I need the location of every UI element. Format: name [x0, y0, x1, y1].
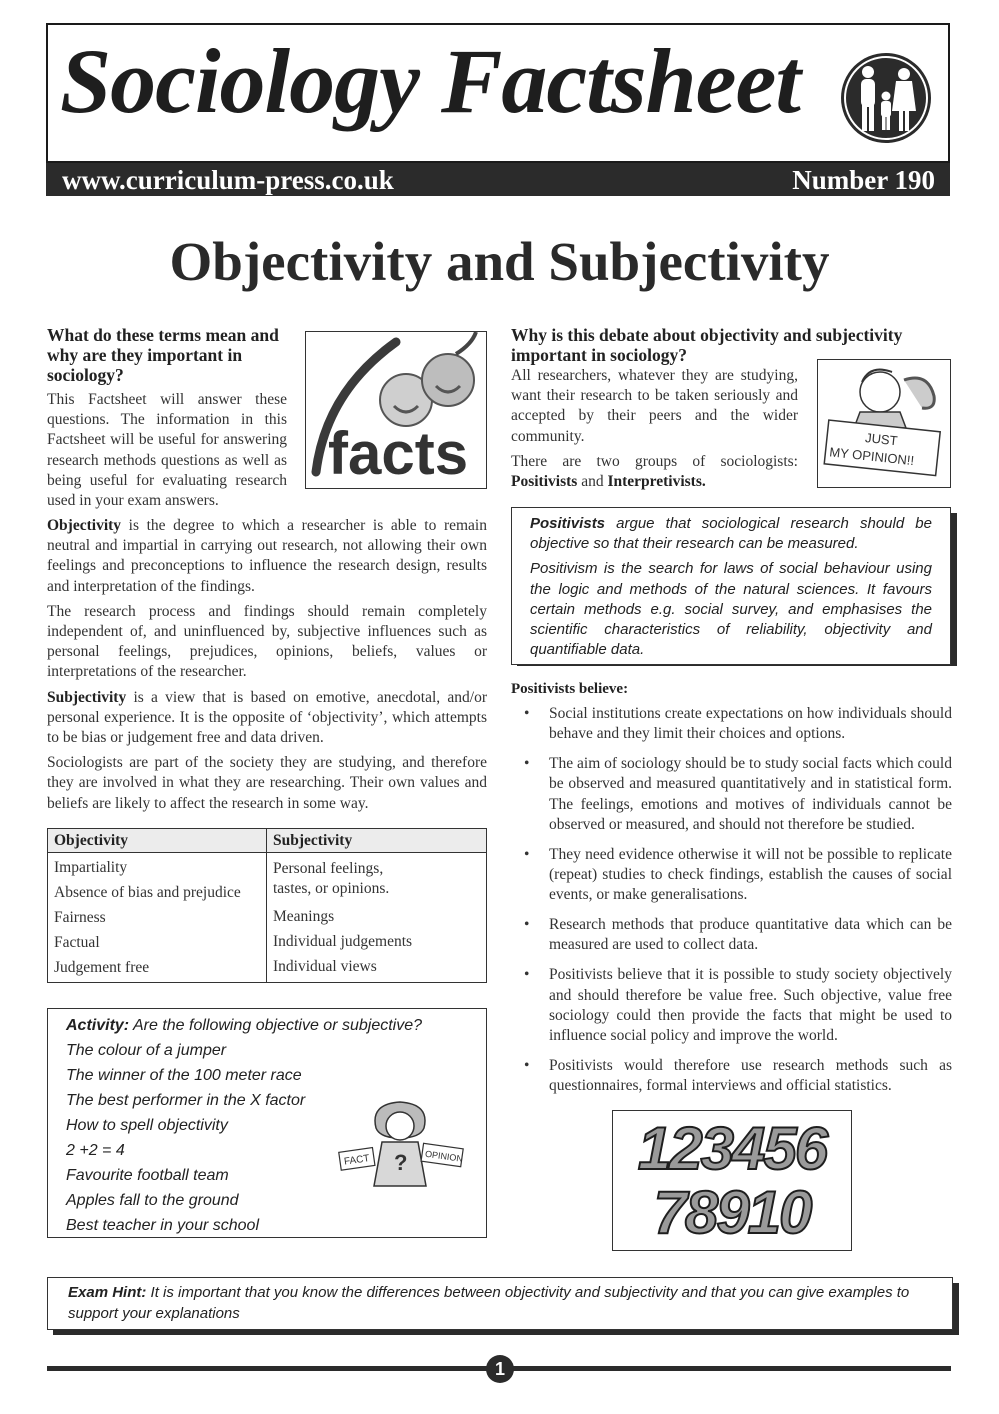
objectivity-section — [47, 516, 487, 814]
table-item: Impartiality — [54, 859, 128, 876]
table-body-row — [48, 853, 487, 983]
numbers-row-1: 123456 — [637, 1115, 827, 1182]
numbers-image — [612, 1110, 852, 1251]
table-item: Individual judgements — [273, 933, 413, 950]
table-subjectivity-cell — [267, 853, 487, 983]
activity-item: The best performer in the X factor — [66, 1092, 306, 1109]
debate-text: All researchers, whatever they are studying, want their research to be taken seriously and accepted by their peers and the wider community. — [511, 367, 798, 445]
intro-text: This Factsheet will answer these questions. The information in this Factsheet will be useful for answering research methods questions as well as being useful for evaluating research used in your exam answers. — [47, 391, 287, 510]
table-item: Personal feelings, — [273, 860, 384, 877]
activity-question: Activity: Are the following objective or subjective? — [66, 1017, 423, 1034]
table-header-objectivity: Objectivity — [48, 829, 267, 853]
activity-item: 2 +2 = 4 — [66, 1142, 125, 1159]
debate-section — [511, 366, 798, 492]
exam-hint-box — [47, 1277, 953, 1330]
opinion-sign-text: OPINION — [424, 1148, 464, 1164]
positivists-box — [511, 507, 951, 665]
list-item: • Positivists believe that it is possible to study society objectively and should therefore be value free. Such objective, value free sociology could then provide the facts that might be used to influence social policy and improve the world. — [524, 966, 952, 1045]
objectivity-term: Objectivity — [47, 517, 122, 534]
comparison-table — [47, 828, 487, 983]
sign-line-1: JUST — [864, 430, 899, 449]
table-item: Fairness — [54, 909, 106, 926]
exam-hint-label: Exam Hint: — [68, 1284, 147, 1301]
opinion-image — [817, 359, 951, 488]
activity-item: Favourite football team — [66, 1167, 229, 1184]
debate-heading: Why is this debate about objectivity and subjectivity important in sociology? — [511, 325, 903, 365]
list-item: • They need evidence otherwise it will not be possible to replicate (repeat) studies to check findings, establish the causes of social events, or make generalisations. — [524, 845, 952, 904]
svg-text:?: ? — [394, 1150, 408, 1175]
page-title: Objectivity and Subjectivity — [169, 231, 830, 292]
table-item: Factual — [54, 934, 100, 951]
beliefs-section — [511, 679, 952, 1106]
intro-heading: What do these terms mean and why are they important in sociology? — [47, 325, 279, 385]
intro-section — [47, 325, 287, 511]
activity-item: Apples fall to the ground — [66, 1192, 239, 1209]
page-number: 1 — [486, 1355, 514, 1383]
positivists-argument: Positivists argue that sociological research should be objective so that their research can be measured. — [530, 515, 932, 553]
objectivity-process: The research process and findings should remain completely independent of, and uninfluenced by, subjective influences such as personal feelings, prejudices, opinions, beliefs, values or interpretations of the researcher. — [47, 602, 487, 681]
table-item: Meanings — [273, 908, 335, 925]
activity-item: Best teacher in your school — [66, 1217, 259, 1234]
debate-groups: There are two groups of sociologists: Positivists and Interpretivists. — [511, 452, 798, 491]
website-url: www.curriculum-press.co.uk — [62, 165, 394, 195]
fact-sign-text: FACT — [343, 1153, 371, 1168]
sign-line-2: MY OPINION!! — [828, 444, 915, 469]
just-my-opinion-illustration — [818, 360, 949, 486]
subjectivity-term: Subjectivity — [47, 688, 127, 706]
positivism-definition: Positivism is the search for laws of social behaviour using the logic and methods of the natural sciences. It favours certain methods e.g. social survey, and emphasises the scientific characteristics of reliability, objectivity and quantifiable data. — [530, 560, 932, 659]
list-item: • The aim of sociology should be to study social facts which could be observed and measured quantitatively and in statistical form. The feelings, emotions and motives of individuals cannot be observed or measured, and should not therefore be studied. — [524, 755, 952, 833]
subjectivity-definition: Subjectivity is a view that is based on emotive, anecdotal, and/or personal experience. It is the opposite of ‘objectivity’, which attempts to be bias or judgement free and data driven. — [47, 688, 487, 747]
activity-item: The winner of the 100 meter race — [66, 1067, 302, 1084]
list-item: • Positivists would therefore use research methods such as questionnaires, formal interviews and official statistics. — [524, 1057, 952, 1095]
numbers-row-2: 78910 — [653, 1179, 811, 1246]
beliefs-list — [511, 704, 952, 1096]
list-item: • Social institutions create expectations on how individuals should behave and they limit their choices and options. — [524, 705, 952, 743]
subjectivity-society: Sociologists are part of the society they are studying, and therefore they are involved in what they are researching. Their own values and beliefs are likely to affect the research in some way. — [47, 754, 487, 812]
table-item: tastes, or opinions. — [273, 880, 390, 897]
table-item: Absence of bias and prejudice — [54, 884, 241, 901]
table-item: Judgement free — [54, 959, 150, 976]
objectivity-definition: Objectivity is the degree to which a researcher is able to remain neutral and impartial in carrying out research, not allowing their own feelings and preconceptions to influence the research design, results and interpretation of the findings. — [47, 517, 487, 595]
masthead-brand: Sociology Factsheet — [60, 30, 800, 132]
facts-illustration — [306, 332, 485, 487]
list-item: • Research methods that produce quantitative data which can be measured are used to collect data. — [524, 916, 952, 954]
beliefs-heading: Positivists believe: — [511, 681, 629, 697]
table-objectivity-cell — [48, 853, 267, 983]
table-header-row — [48, 829, 487, 853]
facts-text: facts — [328, 420, 469, 487]
exam-hint-text: It is important that you know the differences between objectivity and subjectivity and that you can give examples to support your explanations — [68, 1284, 910, 1322]
table-header-subjectivity: Subjectivity — [267, 829, 487, 853]
fact-opinion-girl-illustration — [338, 1098, 464, 1190]
facts-image — [305, 331, 487, 489]
activity-item: How to spell objectivity — [66, 1117, 228, 1134]
family-silhouette-icon — [838, 50, 934, 146]
issue-number: Number 190 — [792, 165, 935, 195]
table-item: Individual views — [273, 958, 377, 975]
activity-item: The colour of a jumper — [66, 1042, 227, 1059]
